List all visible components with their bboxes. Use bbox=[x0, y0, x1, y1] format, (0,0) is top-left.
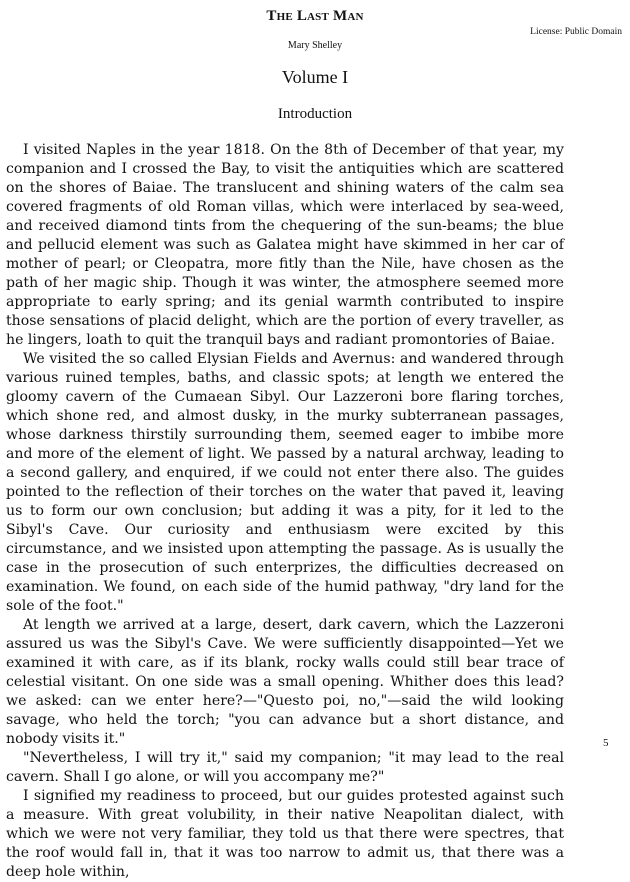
page-number: 5 bbox=[603, 737, 609, 749]
volume-heading: Volume I bbox=[281, 67, 349, 87]
paragraph: I visited Naples in the year 1818. On the 8th of December of that year, my companion and I crossed the Bay, to visit the antiquities which are scattered on the shores of Baiae. The translucent and shining waters of the calm sea covered fragments of old Roman villas, which were interlaced by sea-weed, and received diamond tints from the chequering of the sun-beams; the blue and pellucid element was such as Galatea might have skimmed in her car of mother of pearl; or Cleopatra, more fitly than the Nile, have chosen as the path of her magic ship. Though it was winter, the atmosphere seemed more appropriate to early spring; and its genial warmth contributed to inspire those sensations of placid delight, which are the portion of every traveller, as he lingers, loath to quit the tranquil bays and radiant promontories of Baiae. bbox=[6, 142, 564, 348]
author-name: Mary Shelley bbox=[287, 40, 343, 51]
body-text bbox=[6, 141, 564, 882]
paragraph: At length we arrived at a large, desert, dark cavern, which the Lazzeroni assured us was the Sibyl's Cave. We were sufficiently disappointed—Yet we examined it with care, as if its blank, rocky walls could still bear trace of celestial visitant. On one side was a small opening. Whither does this lead? we asked: can we enter here?—"Questo poi, no,"—said the wild looking savage, who held the torch; "you can advance but a short distance, and nobody visits it." bbox=[6, 617, 564, 747]
paragraph: "Nevertheless, I will try it," said my companion; "it may lead to the real cavern. Shall I go alone, or will you accompany me?" bbox=[6, 750, 564, 785]
section-heading: Introduction bbox=[277, 106, 353, 122]
paragraph: We visited the so called Elysian Fields and Avernus: and wandered through various ruined temples, baths, and classic spots; at length we entered the gloomy cavern of the Cumaean Sibyl. Our Lazzeroni bore flaring torches, which shone red, and almost dusky, in the murky subterranean passages, whose darkness thirstily surrounding them, seemed eager to imbibe more and more of the element of light. We passed by a natural archway, leading to a second gallery, and enquired, if we could not enter there also. The guides pointed to the reflection of their torches on the water that paved it, leaving us to form our own conclusion; but adding it was a pity, for it led to the Sibyl's Cave. Our curiosity and enthusiasm were excited by this circumstance, and we insisted upon attempting the passage. As is usually the case in the prosecution of such enterprizes, the difficulties decreased on examination. We found, on each side of the humid pathway, "dry land for the sole of the foot." bbox=[6, 351, 564, 614]
paragraph: I signified my readiness to proceed, but our guides protested against such a measure. With great volubility, in their native Neapolitan dialect, with which we were not very familiar, they told us that there were spectres, that the roof would fall in, that it was too narrow to admit us, that there was a deep hole within, bbox=[6, 788, 564, 880]
license-label: License: Public Domain bbox=[530, 27, 622, 37]
book-title: The Last Man bbox=[266, 8, 364, 24]
